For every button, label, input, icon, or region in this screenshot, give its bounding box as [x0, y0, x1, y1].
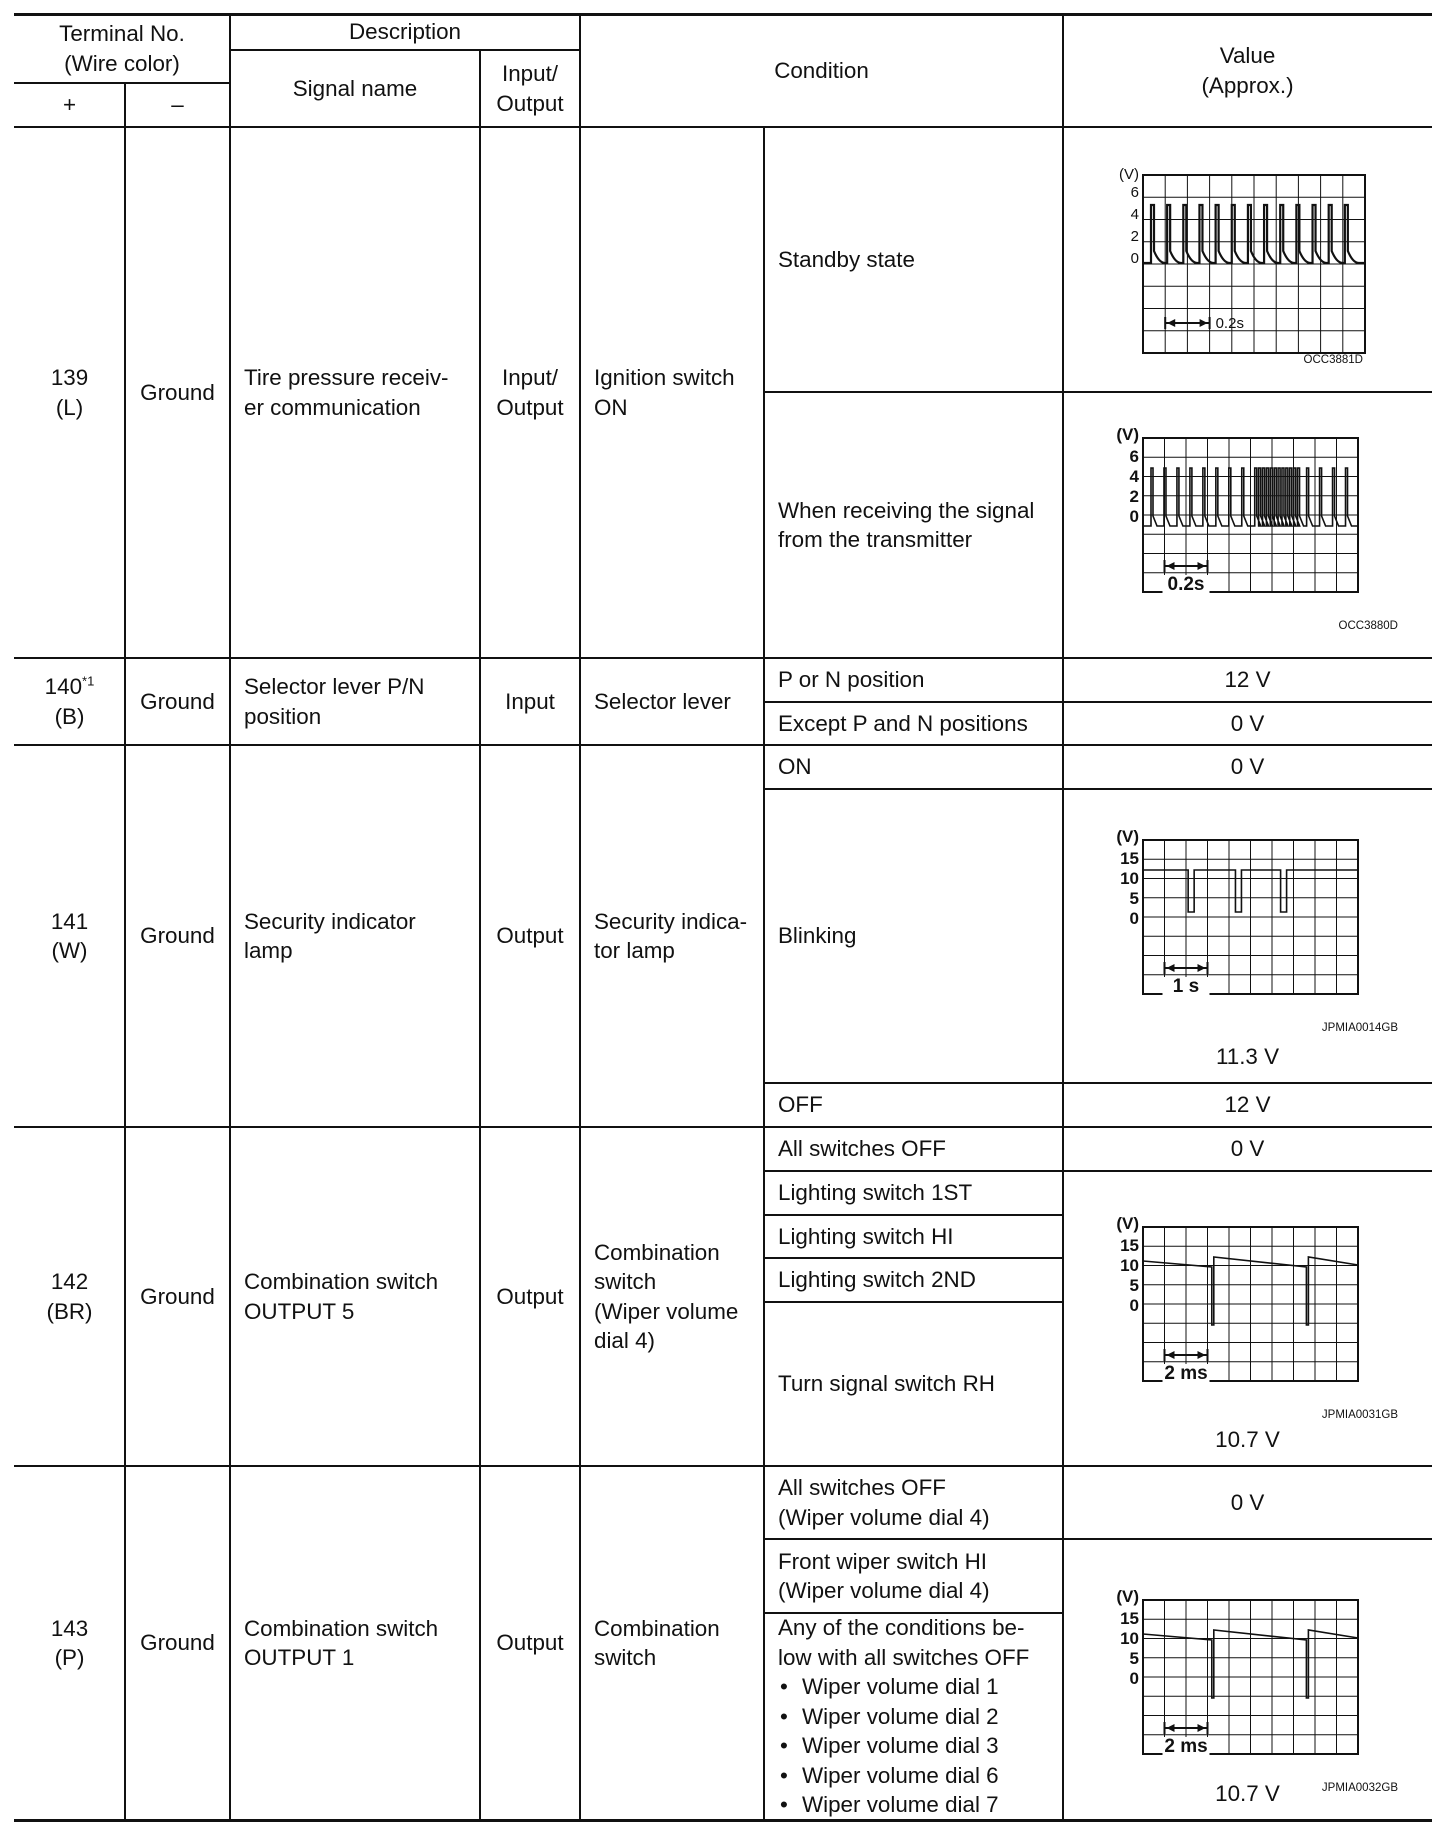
terminal-no: [14, 1267, 125, 1326]
condition-detail-line: [778, 921, 1063, 951]
terminal-no-text: 142: [50, 1269, 89, 1294]
value-reading-text: 12 V: [1224, 1092, 1271, 1118]
terminal-no-text: 139: [50, 365, 89, 390]
sub-row-rule: [764, 1214, 1063, 1216]
signal-name-text: OUTPUT 1: [244, 1645, 355, 1670]
condition-detail-line: [778, 1265, 1063, 1295]
condition-bullet: • Wiper volume dial 3: [778, 1731, 1063, 1761]
value-reading-text: 11.3 V: [1215, 1044, 1280, 1070]
signal-name-line: [244, 1614, 480, 1644]
condition-main-line: [594, 1238, 764, 1268]
value-reading-text: 0 V: [1230, 1489, 1265, 1515]
timebase-label: 2 ms: [1163, 1362, 1208, 1384]
sub-row-rule: [764, 701, 1063, 703]
condition-bullet: • Wiper volume dial 7: [778, 1790, 1063, 1820]
terminal-no-line: [14, 672, 125, 702]
condition-detail-text: Turn signal switch RH: [778, 1371, 995, 1397]
condition-main-text: Security indica-: [594, 908, 748, 934]
column-rule: [479, 50, 481, 1820]
value-reading: [1063, 752, 1432, 782]
condition-detail-text: (Wiper volume dial 4): [778, 1578, 990, 1603]
terminal-no-text: (B): [54, 703, 85, 729]
ground-terminal-line: [125, 921, 230, 951]
value-reading-line: [1063, 752, 1432, 782]
condition-detail-text: OFF: [778, 1092, 823, 1118]
ground-terminal: [125, 1628, 230, 1658]
scope-y-tick: 4: [1130, 206, 1139, 223]
signal-name-line: [244, 702, 480, 732]
condition-main-line: [594, 1267, 764, 1297]
scope-y-tick: 4: [1129, 466, 1139, 486]
condition-main: [594, 687, 764, 717]
condition-detail: [778, 245, 1063, 275]
terminal-no-text: (P): [54, 1645, 85, 1670]
value-reading: [1063, 1042, 1432, 1072]
signal-name-line: [244, 393, 480, 423]
waveform-plot: [1098, 159, 1398, 364]
ground-terminal-text: Ground: [140, 1630, 215, 1656]
signal-name-text: Selector lever P/N: [244, 674, 425, 699]
condition-main-line: [594, 1614, 764, 1644]
ground-terminal-line: [125, 687, 230, 717]
signal-name: [244, 672, 480, 731]
scope-y-tick: 6: [1129, 446, 1139, 466]
condition-detail: [778, 1547, 1063, 1606]
header-rule: [14, 82, 230, 84]
value-reading: [1063, 1488, 1432, 1518]
waveform-code: OCC3881D: [1303, 354, 1363, 366]
condition-main-line: [594, 393, 764, 423]
header-input-output-line: [480, 89, 580, 119]
input-output-line: [480, 393, 580, 423]
scope-y-tick: (V): [1115, 1213, 1139, 1233]
scope-y-tick: (V): [1118, 166, 1139, 183]
ground-terminal: [125, 687, 230, 717]
header-terminal-no-line: [14, 19, 230, 49]
value-reading-line: [1063, 665, 1432, 695]
input-output-line: [480, 687, 580, 717]
signal-name: [244, 363, 480, 422]
header-description-line: [230, 17, 580, 47]
condition-detail: [778, 1265, 1063, 1295]
input-output: [480, 687, 580, 717]
timebase-label: 1 s: [1172, 975, 1199, 997]
condition-bullet: • Wiper volume dial 6: [778, 1761, 1063, 1791]
waveform-plot: [1098, 425, 1398, 630]
header-terminal-no-text: (Wire color): [64, 50, 180, 76]
condition-detail-text: low with all switches OFF: [778, 1644, 1030, 1670]
header-rule: [230, 49, 580, 51]
condition-detail-line: [778, 525, 1063, 555]
terminal-footnote-mark: *1: [82, 673, 95, 689]
condition-detail: [778, 1613, 1063, 1820]
scope-y-tick: 0: [1129, 1295, 1139, 1315]
terminal-no-line: [14, 1267, 125, 1297]
condition-detail-line: [778, 709, 1063, 739]
timebase-label: 0.2s: [1167, 573, 1204, 595]
sub-row-rule: [1063, 1170, 1432, 1172]
signal-name-line: [244, 1297, 480, 1327]
header-signal-name-text: Signal name: [292, 75, 418, 101]
waveform-code: JPMIA0031GB: [1321, 1408, 1398, 1421]
condition-detail-text: Standby state: [778, 246, 915, 272]
scope-y-tick: 5: [1129, 888, 1139, 908]
scope-y-tick: (V): [1115, 1586, 1139, 1606]
ground-terminal-line: [125, 378, 230, 408]
terminal-no-text: 143: [50, 1615, 89, 1641]
input-output-text: Input: [505, 688, 555, 714]
condition-main-text: ON: [594, 394, 628, 420]
terminal-no-line: [14, 363, 125, 393]
terminal-no-line: [14, 1643, 125, 1673]
header-value-text: Value: [1219, 43, 1276, 68]
condition-main-text: Combination: [594, 1239, 720, 1265]
sub-row-rule: [764, 391, 1063, 393]
input-output-text: Output: [496, 1630, 564, 1656]
condition-main-line: [594, 363, 764, 393]
value-reading-line: [1063, 1425, 1432, 1455]
condition-detail-line: [778, 1643, 1063, 1673]
scope-y-tick: (V): [1115, 826, 1139, 846]
condition-bullet-list: [778, 1672, 1063, 1820]
signal-name-text: position: [244, 703, 322, 729]
ground-terminal: [125, 378, 230, 408]
condition-detail-text: ON: [778, 754, 812, 780]
terminal-no-line: [14, 907, 125, 937]
input-output-text: Output: [496, 923, 564, 949]
condition-main: [594, 907, 764, 966]
scope-y-tick: 2: [1130, 228, 1139, 245]
header-condition-text: Condition: [774, 57, 869, 83]
value-reading-line: [1063, 1090, 1432, 1120]
value-reading-text: 0 V: [1230, 754, 1265, 780]
terminal-no-line: [14, 1297, 125, 1327]
condition-main-text: switch: [594, 1645, 657, 1670]
condition-detail-line: [778, 245, 1063, 275]
condition-detail-line: [778, 665, 1063, 695]
condition-detail-line: [778, 1222, 1063, 1252]
condition-detail-line: [778, 1503, 1063, 1533]
column-rule: [579, 14, 581, 1820]
condition-detail-text: Lighting switch 1ST: [778, 1180, 973, 1206]
condition-main: [594, 363, 764, 422]
waveform-code: OCC3880D: [1338, 619, 1398, 632]
signal-name: [244, 1614, 480, 1673]
terminal-no: [14, 363, 125, 422]
ground-terminal-text: Ground: [140, 688, 215, 714]
waveform-plot: [1098, 827, 1398, 1032]
sub-row-rule: [764, 1538, 1063, 1540]
terminal-no-text: (BR): [46, 1298, 93, 1324]
header-value: [1063, 41, 1432, 100]
value-reading: [1063, 1134, 1432, 1164]
input-output: [480, 1628, 580, 1658]
condition-detail: [778, 1178, 1063, 1208]
condition-detail: [778, 1222, 1063, 1252]
condition-detail: [778, 1369, 1063, 1399]
scope-y-tick: 10: [1119, 868, 1139, 888]
condition-detail: [778, 1090, 1063, 1120]
terminal-no-line: [14, 702, 125, 732]
condition-main-text: Ignition switch: [594, 365, 735, 390]
signal-name: [244, 1267, 480, 1326]
condition-main-text: Selector lever: [594, 688, 731, 714]
input-output-line: [480, 363, 580, 393]
condition-detail-text: from the transmitter: [778, 527, 973, 552]
timebase-label: 2 ms: [1163, 1735, 1208, 1757]
signal-name: [244, 907, 480, 966]
signal-name-text: lamp: [244, 938, 293, 963]
waveform-plot: [1098, 1587, 1398, 1792]
row-rule: [14, 744, 1432, 746]
terminal-no: [14, 672, 125, 731]
condition-detail-line: [778, 1178, 1063, 1208]
sub-row-rule: [1063, 391, 1432, 393]
value-reading-text: 0 V: [1230, 1136, 1265, 1162]
header-signal-name-line: [230, 74, 480, 104]
value-reading: [1063, 1779, 1432, 1809]
header-input-output-text: Input/: [501, 61, 559, 86]
signal-name-text: Tire pressure receiv-: [244, 365, 449, 390]
signal-name-text: OUTPUT 5: [244, 1298, 355, 1324]
condition-main-line: [594, 1326, 764, 1356]
input-output-line: [480, 1282, 580, 1312]
signal-name-text: er communication: [244, 394, 421, 420]
condition-detail-text: When receiving the signal: [778, 497, 1035, 523]
header-plus: [14, 90, 125, 120]
sub-row-rule: [764, 788, 1063, 790]
value-reading: [1063, 665, 1432, 695]
scope-y-tick: 0: [1130, 250, 1139, 267]
sub-row-rule: [764, 1082, 1063, 1084]
sub-row-rule: [764, 1257, 1063, 1259]
header-input-output-text: Output: [496, 90, 564, 116]
condition-main: [594, 1238, 764, 1356]
header-value-line: [1063, 41, 1432, 71]
row-rule: [14, 1819, 1432, 1822]
value-reading-line: [1063, 1042, 1432, 1072]
ground-terminal: [125, 1282, 230, 1312]
header-minus-text: –: [171, 92, 184, 118]
scope-y-tick: 10: [1119, 1628, 1139, 1648]
input-output: [480, 1282, 580, 1312]
condition-detail: [778, 709, 1063, 739]
condition-detail-line: [778, 1547, 1063, 1577]
condition-main-line: [594, 936, 764, 966]
header-minus: [125, 90, 230, 120]
terminal-no-line: [14, 1614, 125, 1644]
sub-row-rule: [1063, 1538, 1432, 1540]
ground-terminal-text: Ground: [140, 923, 215, 949]
scope-y-tick: 15: [1119, 1235, 1139, 1255]
ground-terminal-line: [125, 1628, 230, 1658]
condition-detail-line: [778, 496, 1063, 526]
sub-row-rule: [1063, 1082, 1432, 1084]
header-minus-line: [125, 90, 230, 120]
condition-main-line: [594, 907, 764, 937]
scope-y-tick: 5: [1129, 1275, 1139, 1295]
scope-y-tick: 10: [1119, 1255, 1139, 1275]
header-input-output-line: [480, 59, 580, 89]
column-rule: [1062, 14, 1064, 1820]
header-terminal-no-line: [14, 49, 230, 79]
condition-detail: [778, 1134, 1063, 1164]
row-rule: [14, 657, 1432, 659]
condition-main-text: (Wiper volume: [594, 1298, 739, 1324]
terminal-no: [14, 907, 125, 966]
signal-name-line: [244, 1643, 480, 1673]
signal-name-line: [244, 363, 480, 393]
scope-y-tick: 5: [1129, 1648, 1139, 1668]
signal-name-line: [244, 1267, 480, 1297]
waveform-plot: [1098, 1214, 1398, 1419]
value-reading: [1063, 1090, 1432, 1120]
header-signal-name: [230, 74, 480, 104]
timebase-label: 0.2s: [1215, 315, 1244, 332]
condition-detail-text: Blinking: [778, 923, 857, 949]
signal-name-text: Combination switch: [244, 1269, 439, 1294]
condition-main-text: dial 4): [594, 1328, 655, 1353]
value-reading-line: [1063, 709, 1432, 739]
condition-detail-text: All switches OFF: [778, 1136, 946, 1162]
condition-detail-line: [778, 1134, 1063, 1164]
condition-detail-text: Any of the conditions be-: [778, 1615, 1025, 1641]
waveform-code: JPMIA0032GB: [1321, 1781, 1398, 1794]
header-terminal-no-text: Terminal No.: [59, 21, 185, 46]
condition-detail-line: [778, 752, 1063, 782]
header-value-text: (Approx.): [1201, 72, 1294, 98]
ground-terminal-text: Ground: [140, 379, 215, 405]
condition-main-line: [594, 1643, 764, 1673]
sub-row-rule: [1063, 701, 1432, 703]
signal-name-line: [244, 672, 480, 702]
header-bottom-rule: [14, 126, 1432, 128]
condition-bullet: • Wiper volume dial 1: [778, 1672, 1063, 1702]
header-condition-line: [580, 56, 1063, 86]
condition-detail: [778, 496, 1063, 555]
sub-row-rule: [1063, 788, 1432, 790]
condition-detail-line: [778, 1369, 1063, 1399]
header-terminal-no: [14, 19, 230, 78]
scope-y-tick: 6: [1130, 184, 1139, 201]
input-output-text: Output: [496, 394, 564, 420]
input-output-text: Input/: [501, 365, 559, 390]
ground-terminal-line: [125, 1282, 230, 1312]
condition-detail-text: All switches OFF: [778, 1475, 946, 1500]
value-reading-line: [1063, 1779, 1432, 1809]
signal-name-text: Combination switch: [244, 1615, 439, 1641]
condition-main: [594, 1614, 764, 1673]
input-output-line: [480, 1628, 580, 1658]
terminal-no-line: [14, 393, 125, 423]
signal-name-line: [244, 907, 480, 937]
condition-detail: [778, 921, 1063, 951]
signal-name-line: [244, 936, 480, 966]
scope-y-tick: 0: [1129, 506, 1139, 526]
terminal-no-text: 141: [50, 908, 89, 934]
value-reading-line: [1063, 1488, 1432, 1518]
ground-terminal: [125, 921, 230, 951]
condition-detail-text: (Wiper volume dial 4): [778, 1504, 990, 1530]
condition-detail-text: Lighting switch 2ND: [778, 1267, 976, 1293]
header-plus-text: +: [62, 92, 77, 118]
condition-main-line: [594, 1297, 764, 1327]
condition-detail: [778, 665, 1063, 695]
condition-detail-line: [778, 1576, 1063, 1606]
condition-detail-text: Front wiper switch HI: [778, 1548, 988, 1574]
value-reading-text: 10.7 V: [1215, 1427, 1280, 1453]
sub-row-rule: [764, 1170, 1063, 1172]
value-reading: [1063, 709, 1432, 739]
scope-y-tick: (V): [1115, 424, 1139, 444]
condition-detail-line: [778, 1090, 1063, 1120]
terminal-no-line: [14, 936, 125, 966]
column-rule: [124, 83, 126, 1820]
condition-detail-text: P or N position: [778, 667, 925, 693]
value-reading-line: [1063, 1134, 1432, 1164]
top-rule: [14, 13, 1432, 16]
header-plus-line: [14, 90, 125, 120]
header-description-text: Description: [349, 19, 461, 45]
scope-y-tick: 0: [1129, 908, 1139, 928]
column-rule: [229, 14, 231, 1820]
terminal-no-text: (L): [55, 394, 84, 420]
condition-main-text: Combination: [594, 1615, 720, 1641]
scope-y-tick: 15: [1119, 848, 1139, 868]
sub-row-rule: [764, 1301, 1063, 1303]
input-output: [480, 363, 580, 422]
condition-main-text: tor lamp: [594, 938, 675, 963]
row-rule: [14, 1126, 1432, 1128]
header-value-line: [1063, 71, 1432, 101]
value-reading-text: 0 V: [1230, 710, 1265, 736]
input-output-line: [480, 921, 580, 951]
terminal-no-text: 140: [44, 674, 83, 699]
condition-bullet: • Wiper volume dial 2: [778, 1702, 1063, 1732]
terminal-no: [14, 1614, 125, 1673]
header-condition: [580, 56, 1063, 86]
scope-y-tick: 0: [1129, 1668, 1139, 1688]
input-output: [480, 921, 580, 951]
scope-y-tick: 2: [1129, 486, 1139, 506]
condition-detail-line: [778, 1613, 1063, 1643]
sub-row-rule: [764, 1612, 1063, 1614]
condition-detail-line: [778, 1473, 1063, 1503]
scope-y-tick: 15: [1119, 1608, 1139, 1628]
condition-detail-text: Lighting switch HI: [778, 1223, 954, 1249]
header-description: [230, 17, 580, 47]
condition-detail-text: Except P and N positions: [778, 710, 1028, 736]
value-reading-text: 12 V: [1224, 667, 1271, 693]
column-rule: [763, 127, 765, 1820]
terminal-no-text: (W): [51, 938, 88, 963]
input-output-text: Output: [496, 1283, 564, 1309]
signal-name-text: Security indicator: [244, 908, 416, 934]
header-input-output: [480, 59, 580, 118]
condition-detail: [778, 1473, 1063, 1532]
value-reading: [1063, 1425, 1432, 1455]
waveform-code: JPMIA0014GB: [1321, 1021, 1398, 1034]
ground-terminal-text: Ground: [140, 1283, 215, 1309]
condition-detail: [778, 752, 1063, 782]
row-rule: [14, 1465, 1432, 1467]
condition-main-line: [594, 687, 764, 717]
condition-main-text: switch: [594, 1269, 657, 1294]
value-reading-text: 10.7 V: [1215, 1781, 1280, 1807]
